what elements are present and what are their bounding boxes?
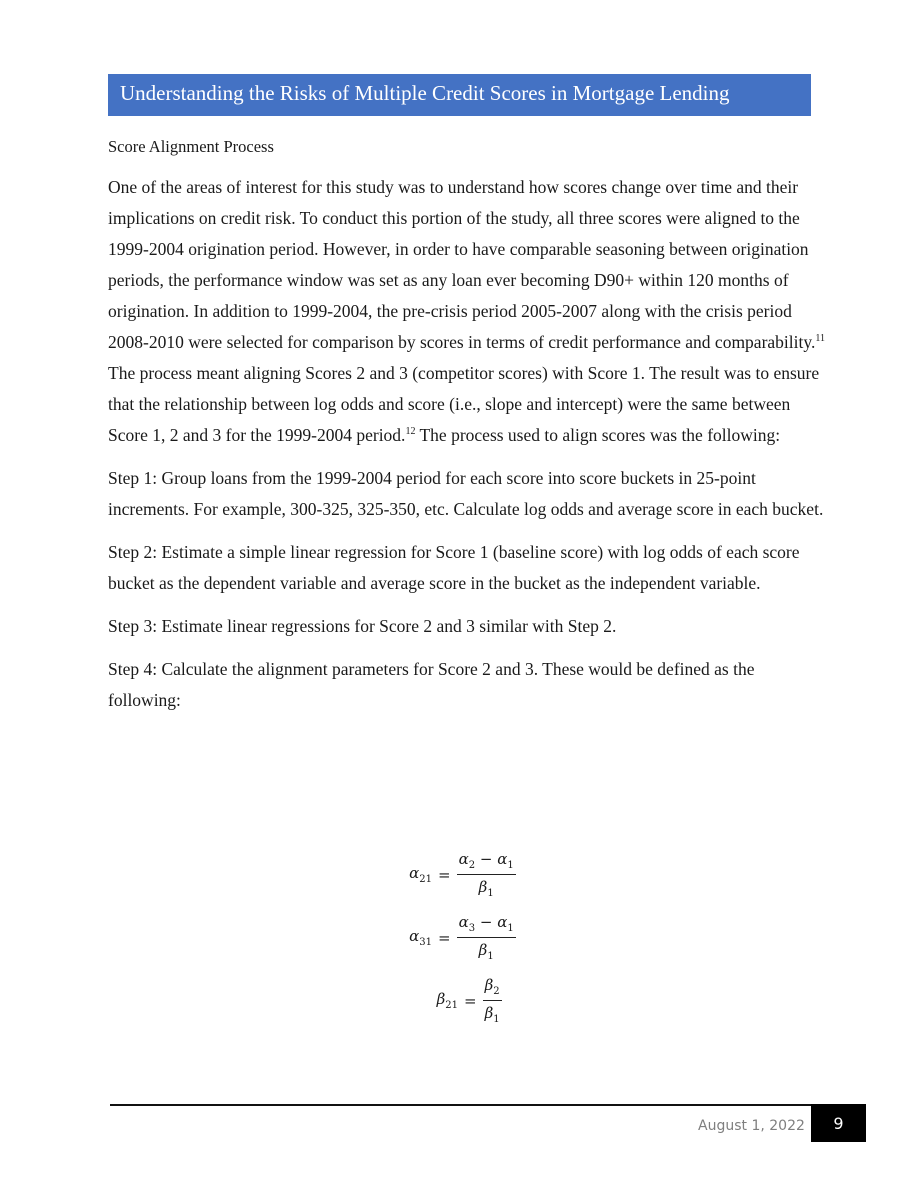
intro-text-a: One of the areas of interest for this study was to understand how scores change over time and their implications on credit risk. To conduct this portion of the study, all three scores were aligned to the 1999-2004 origination period. However, in order to have comparable seasoning between origination periods, the performance window was set as any loan ever becoming D90+ within 120 months of origination. In addition to 1999-2004, the pre-crisis period 2005-2007 along with the crisis period 2008-2010 were selected for comparison by scores in terms of credit performance and comparability. <box>108 177 816 352</box>
formula-alpha31: $\alpha_{31}$ = $\frac{\alpha_3 - \alpha_1}{\beta_1}$ <box>409 913 514 962</box>
step-1-paragraph: Step 1: Group loans from the 1999-2004 period for each score into score buckets in 25-point increments. For example, 300-325, 325-350, etc. Calculate log odds and average score in each bucket. <box>108 468 824 519</box>
page-title: Understanding the Risks of Multiple Credit Scores in Mortgage Lending <box>120 81 730 105</box>
footnote-ref-11[interactable]: 11 <box>815 333 825 345</box>
footer-date: August 1, 2022 <box>698 1118 805 1134</box>
footer-rule <box>110 1104 812 1106</box>
intro-text-b: The process meant aligning Scores 2 and 3 (competitor scores) with Score 1. The result was to ensure that the relationship between log odds and score (i.e., slope and intercept) were the same between Score 1, 2 and 3 for the 1999-2004 period. <box>108 363 820 445</box>
step-3-paragraph: Step 3: Estimate linear regressions for Score 2 and 3 similar with Step 2. <box>108 616 617 636</box>
intro-paragraph <box>108 172 828 451</box>
alignment-formulas <box>360 850 580 1039</box>
footnote-ref-12[interactable]: 12 <box>405 426 416 438</box>
section-heading: Score Alignment Process <box>108 137 274 156</box>
formula-alpha21: $\alpha_{21}$ = $\frac{\alpha_2 - \alpha_1}{\beta_1}$ <box>409 850 514 899</box>
formula-beta21: $\beta_{21}$ = $\frac{\beta_2}{\beta_1}$ <box>436 976 500 1025</box>
header-bar <box>108 74 811 116</box>
document-body <box>108 134 828 728</box>
intro-text-c: The process used to align scores was the following: <box>415 425 781 445</box>
page-number: 9 <box>811 1104 866 1142</box>
step-2-paragraph: Step 2: Estimate a simple linear regression for Score 1 (baseline score) with log odds of each score bucket as the dependent variable and average score in the bucket as the independent variable. <box>108 542 800 593</box>
step-4-paragraph: Step 4: Calculate the alignment parameters for Score 2 and 3. These would be defined as the following: <box>108 659 755 710</box>
